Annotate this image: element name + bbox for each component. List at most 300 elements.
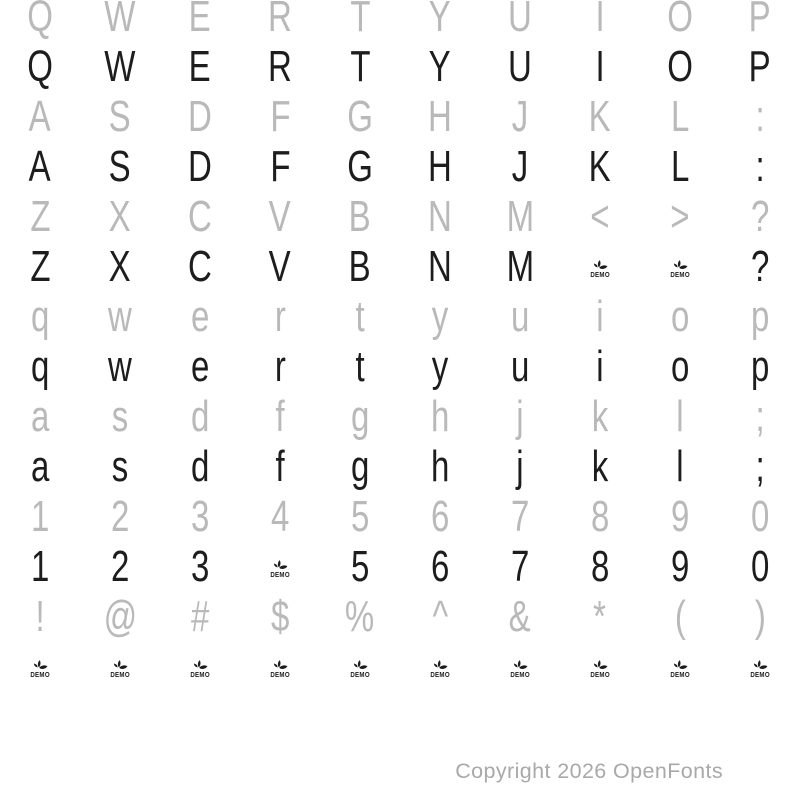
glyph-cell bbox=[0, 42, 80, 92]
glyph-cell bbox=[640, 392, 720, 442]
glyph: e bbox=[190, 342, 210, 391]
glyph: L bbox=[670, 92, 690, 141]
glyph: E bbox=[188, 0, 212, 41]
glyph-cell bbox=[640, 0, 720, 42]
glyph-cell bbox=[480, 592, 560, 642]
glyph: ? bbox=[750, 192, 770, 241]
glyph-cell bbox=[80, 342, 160, 392]
demo-glyph-cell bbox=[480, 642, 560, 692]
glyph-cell bbox=[320, 92, 400, 142]
glyph: M bbox=[506, 192, 534, 241]
glyph-cell bbox=[720, 0, 800, 42]
glyph-cell bbox=[720, 192, 800, 242]
glyph-cell bbox=[160, 42, 240, 92]
glyph-row-uppercase-qwerty-ink bbox=[0, 42, 800, 92]
glyph-cell bbox=[400, 592, 480, 642]
glyph-cell bbox=[240, 442, 320, 492]
glyph-cell bbox=[160, 142, 240, 192]
glyph: 0 bbox=[750, 542, 770, 591]
glyph: s bbox=[111, 442, 129, 491]
glyph: s bbox=[111, 392, 129, 441]
glyph-cell bbox=[560, 292, 640, 342]
glyph-cell bbox=[160, 592, 240, 642]
glyph-row-uppercase-asdf-muted bbox=[0, 92, 800, 142]
glyph-cell bbox=[480, 192, 560, 242]
glyph-cell bbox=[0, 492, 80, 542]
glyph-cell bbox=[480, 342, 560, 392]
glyph-cell bbox=[400, 342, 480, 392]
glyph-cell bbox=[480, 542, 560, 592]
demo-glyph-cell bbox=[0, 642, 80, 692]
glyph-cell bbox=[320, 442, 400, 492]
glyph-cell bbox=[80, 192, 160, 242]
glyph-cell bbox=[160, 242, 240, 292]
demo-glyph-cell bbox=[560, 642, 640, 692]
glyph: W bbox=[104, 0, 136, 41]
demo-glyph-cell bbox=[320, 642, 400, 692]
demo-stamp-label: DEMO bbox=[670, 272, 690, 279]
splash-ornament-icon bbox=[31, 659, 49, 671]
glyph-cell bbox=[560, 542, 640, 592]
glyph: j bbox=[516, 392, 524, 441]
glyph-cell bbox=[0, 542, 80, 592]
glyph-row-uppercase-asdf-ink bbox=[0, 142, 800, 192]
demo-stamp bbox=[189, 659, 211, 679]
glyph: F bbox=[269, 142, 291, 191]
glyph-cell bbox=[0, 242, 80, 292]
glyph: ( bbox=[674, 592, 686, 641]
demo-stamp-label: DEMO bbox=[590, 272, 610, 279]
glyph-cell bbox=[320, 392, 400, 442]
glyph-cell bbox=[160, 192, 240, 242]
glyph: Y bbox=[428, 0, 452, 41]
glyph-cell bbox=[0, 192, 80, 242]
demo-stamp bbox=[749, 659, 771, 679]
glyph: 8 bbox=[590, 542, 610, 591]
glyph: V bbox=[268, 192, 292, 241]
glyph-cell bbox=[400, 542, 480, 592]
glyph-cell bbox=[0, 292, 80, 342]
glyph: g bbox=[350, 392, 370, 441]
glyph: d bbox=[190, 442, 210, 491]
glyph: p bbox=[750, 292, 770, 341]
glyph-cell bbox=[80, 392, 160, 442]
glyph-cell bbox=[480, 92, 560, 142]
glyph-cell bbox=[560, 192, 640, 242]
glyph-cell bbox=[160, 392, 240, 442]
glyph-cell bbox=[0, 442, 80, 492]
glyph: E bbox=[188, 42, 212, 91]
glyph-row-lowercase-qwerty-ink bbox=[0, 342, 800, 392]
glyph-cell bbox=[240, 592, 320, 642]
glyph-cell bbox=[480, 492, 560, 542]
glyph: ; bbox=[755, 442, 765, 491]
glyph-cell bbox=[400, 442, 480, 492]
glyph-cell bbox=[720, 92, 800, 142]
glyph: T bbox=[349, 42, 371, 91]
glyph: U bbox=[508, 0, 532, 41]
glyph: > bbox=[670, 192, 690, 241]
glyph: B bbox=[348, 192, 372, 241]
glyph: 6 bbox=[430, 492, 450, 541]
glyph: Q bbox=[27, 42, 53, 91]
glyph: k bbox=[591, 392, 609, 441]
glyph: a bbox=[30, 442, 50, 491]
splash-ornament-icon bbox=[271, 659, 289, 671]
glyph: e bbox=[190, 292, 210, 341]
glyph-row-demo-row-ink bbox=[0, 642, 800, 692]
glyph: 9 bbox=[670, 492, 690, 541]
glyph-cell bbox=[560, 492, 640, 542]
glyph: y bbox=[431, 292, 449, 341]
glyph-cell bbox=[160, 342, 240, 392]
demo-glyph-cell bbox=[240, 642, 320, 692]
splash-ornament-icon bbox=[431, 659, 449, 671]
glyph: H bbox=[428, 142, 452, 191]
glyph: A bbox=[28, 92, 52, 141]
glyph: t bbox=[355, 292, 365, 341]
glyph: P bbox=[748, 0, 772, 41]
glyph: k bbox=[591, 442, 609, 491]
glyph: @ bbox=[103, 592, 137, 641]
glyph-cell bbox=[80, 0, 160, 42]
glyph-cell bbox=[80, 142, 160, 192]
glyph: 4 bbox=[270, 492, 290, 541]
glyph: H bbox=[428, 92, 452, 141]
glyph: 6 bbox=[430, 542, 450, 591]
glyph: R bbox=[268, 0, 292, 41]
glyph: I bbox=[595, 42, 605, 91]
glyph-cell bbox=[80, 542, 160, 592]
glyph-cell bbox=[640, 142, 720, 192]
glyph-cell bbox=[80, 592, 160, 642]
glyph: f bbox=[275, 442, 285, 491]
glyph: f bbox=[275, 392, 285, 441]
glyph-cell bbox=[0, 142, 80, 192]
glyph: D bbox=[188, 142, 212, 191]
glyph: i bbox=[596, 292, 604, 341]
glyph-cell bbox=[400, 142, 480, 192]
glyph: ? bbox=[750, 242, 770, 291]
glyph-cell bbox=[320, 42, 400, 92]
glyph-cell bbox=[400, 0, 480, 42]
demo-stamp-label: DEMO bbox=[350, 672, 370, 679]
glyph: r bbox=[274, 292, 286, 341]
glyph-cell bbox=[720, 542, 800, 592]
glyph: 5 bbox=[350, 492, 370, 541]
glyph-cell bbox=[640, 92, 720, 142]
glyph: L bbox=[670, 142, 690, 191]
glyph-cell bbox=[160, 92, 240, 142]
glyph-row-uppercase-zxcv-muted bbox=[0, 192, 800, 242]
glyph-cell bbox=[640, 592, 720, 642]
glyph: S bbox=[108, 92, 132, 141]
splash-ornament-icon bbox=[591, 259, 609, 271]
glyph-cell bbox=[480, 142, 560, 192]
glyph: P bbox=[748, 42, 772, 91]
glyph-cell bbox=[240, 342, 320, 392]
demo-stamp-label: DEMO bbox=[190, 672, 210, 679]
glyph: X bbox=[108, 192, 132, 241]
glyph-cell bbox=[720, 592, 800, 642]
glyph: T bbox=[349, 0, 371, 41]
glyph-cell bbox=[320, 142, 400, 192]
glyph: 8 bbox=[590, 492, 610, 541]
splash-ornament-icon bbox=[511, 659, 529, 671]
glyph-cell bbox=[0, 592, 80, 642]
demo-stamp bbox=[349, 659, 371, 679]
glyph-row-lowercase-asdf-muted bbox=[0, 392, 800, 442]
glyph-cell bbox=[160, 0, 240, 42]
copyright-text: Copyright 2026 OpenFonts bbox=[455, 759, 723, 783]
splash-ornament-icon bbox=[751, 659, 769, 671]
glyph: Y bbox=[428, 42, 452, 91]
glyph: 9 bbox=[670, 542, 690, 591]
glyph-cell bbox=[560, 142, 640, 192]
glyph-cell bbox=[240, 42, 320, 92]
glyph-cell bbox=[320, 292, 400, 342]
glyph: y bbox=[431, 342, 449, 391]
glyph-cell bbox=[640, 442, 720, 492]
glyph-cell bbox=[400, 392, 480, 442]
glyph-cell bbox=[720, 492, 800, 542]
glyph-cell bbox=[240, 192, 320, 242]
demo-stamp bbox=[589, 259, 611, 279]
glyph: M bbox=[506, 242, 534, 291]
demo-stamp bbox=[669, 259, 691, 279]
glyph-cell bbox=[720, 292, 800, 342]
glyph-row-digits-ink bbox=[0, 542, 800, 592]
glyph-cell bbox=[320, 542, 400, 592]
demo-stamp-label: DEMO bbox=[510, 672, 530, 679]
glyph: K bbox=[588, 142, 612, 191]
demo-stamp-label: DEMO bbox=[270, 572, 290, 579]
glyph: 3 bbox=[190, 492, 210, 541]
glyph-cell bbox=[400, 192, 480, 242]
glyph: Q bbox=[27, 0, 53, 41]
glyph: & bbox=[508, 592, 532, 641]
glyph-cell bbox=[80, 92, 160, 142]
glyph-cell bbox=[0, 92, 80, 142]
glyph: N bbox=[428, 192, 452, 241]
demo-glyph-cell bbox=[400, 642, 480, 692]
glyph-cell bbox=[480, 0, 560, 42]
glyph: q bbox=[30, 342, 50, 391]
demo-glyph-cell bbox=[80, 642, 160, 692]
glyph-cell bbox=[480, 392, 560, 442]
glyph: : bbox=[755, 92, 765, 141]
glyph-cell bbox=[640, 42, 720, 92]
glyph-cell bbox=[560, 342, 640, 392]
glyph: t bbox=[355, 342, 365, 391]
glyph-cell bbox=[720, 442, 800, 492]
demo-stamp-label: DEMO bbox=[590, 672, 610, 679]
glyph: B bbox=[348, 242, 372, 291]
splash-ornament-icon bbox=[351, 659, 369, 671]
glyph-cell bbox=[480, 42, 560, 92]
glyph-cell bbox=[400, 242, 480, 292]
glyph-cell bbox=[720, 392, 800, 442]
glyph: Z bbox=[29, 192, 51, 241]
glyph-cell bbox=[80, 242, 160, 292]
glyph-cell bbox=[320, 242, 400, 292]
splash-ornament-icon bbox=[671, 259, 689, 271]
glyph-cell bbox=[720, 342, 800, 392]
glyph-cell bbox=[320, 592, 400, 642]
glyph: 5 bbox=[350, 542, 370, 591]
glyph: X bbox=[108, 242, 132, 291]
glyph: a bbox=[30, 392, 50, 441]
demo-glyph-cell bbox=[640, 242, 720, 292]
demo-glyph-cell bbox=[640, 642, 720, 692]
glyph-cell bbox=[240, 392, 320, 442]
glyph-cell bbox=[80, 42, 160, 92]
glyph: i bbox=[596, 342, 604, 391]
glyph: w bbox=[108, 342, 132, 391]
glyph-cell bbox=[400, 492, 480, 542]
glyph-cell bbox=[480, 442, 560, 492]
demo-stamp bbox=[589, 659, 611, 679]
glyph: r bbox=[274, 342, 286, 391]
glyph-row-uppercase-zxcv-ink bbox=[0, 242, 800, 292]
glyph-cell bbox=[560, 0, 640, 42]
glyph: V bbox=[268, 242, 292, 291]
demo-stamp bbox=[269, 559, 291, 579]
glyph: S bbox=[108, 142, 132, 191]
glyph-cell bbox=[640, 292, 720, 342]
glyph-cell bbox=[720, 242, 800, 292]
glyph: $ bbox=[270, 592, 290, 641]
glyph: : bbox=[755, 142, 765, 191]
glyph: o bbox=[670, 342, 690, 391]
demo-stamp-label: DEMO bbox=[670, 672, 690, 679]
demo-stamp bbox=[669, 659, 691, 679]
glyph: F bbox=[269, 92, 291, 141]
glyph-cell bbox=[560, 392, 640, 442]
glyph: 2 bbox=[110, 542, 130, 591]
glyph-cell bbox=[400, 42, 480, 92]
glyph: N bbox=[428, 242, 452, 291]
glyph: l bbox=[676, 442, 684, 491]
glyph-row-lowercase-asdf-ink bbox=[0, 442, 800, 492]
glyph: U bbox=[508, 42, 532, 91]
glyph: Z bbox=[29, 242, 51, 291]
glyph: G bbox=[347, 92, 373, 141]
glyph-cell bbox=[240, 92, 320, 142]
glyph: G bbox=[347, 142, 373, 191]
splash-ornament-icon bbox=[191, 659, 209, 671]
splash-ornament-icon bbox=[271, 559, 289, 571]
glyph-cell bbox=[240, 142, 320, 192]
glyph-cell bbox=[160, 442, 240, 492]
demo-glyph-cell bbox=[160, 642, 240, 692]
glyph-cell bbox=[80, 492, 160, 542]
glyph: ; bbox=[755, 392, 765, 441]
glyph: A bbox=[28, 142, 52, 191]
splash-ornament-icon bbox=[591, 659, 609, 671]
glyph-cell bbox=[240, 492, 320, 542]
demo-stamp-label: DEMO bbox=[110, 672, 130, 679]
glyph: 1 bbox=[30, 542, 50, 591]
glyph-cell bbox=[320, 192, 400, 242]
demo-stamp-label: DEMO bbox=[750, 672, 770, 679]
glyph: C bbox=[188, 242, 212, 291]
glyph: h bbox=[430, 442, 450, 491]
glyph: J bbox=[511, 142, 529, 191]
glyph: % bbox=[345, 592, 375, 641]
glyph: q bbox=[30, 292, 50, 341]
glyph: w bbox=[108, 292, 132, 341]
glyph-cell bbox=[720, 42, 800, 92]
glyph: ^ bbox=[432, 592, 448, 641]
demo-stamp bbox=[269, 659, 291, 679]
glyph: C bbox=[188, 192, 212, 241]
glyph: 0 bbox=[750, 492, 770, 541]
glyph: J bbox=[511, 92, 529, 141]
splash-ornament-icon bbox=[111, 659, 129, 671]
glyph-cell bbox=[480, 242, 560, 292]
glyph: W bbox=[104, 42, 136, 91]
glyph: 1 bbox=[30, 492, 50, 541]
glyph: 2 bbox=[110, 492, 130, 541]
glyph-cell bbox=[0, 392, 80, 442]
glyph-cell bbox=[240, 0, 320, 42]
glyph-cell bbox=[720, 142, 800, 192]
glyph: O bbox=[667, 42, 693, 91]
demo-stamp bbox=[29, 659, 51, 679]
glyph-cell bbox=[480, 292, 560, 342]
glyph: # bbox=[190, 592, 210, 641]
glyph-cell bbox=[640, 342, 720, 392]
glyph: I bbox=[595, 0, 605, 41]
glyph: O bbox=[667, 0, 693, 41]
glyph-cell bbox=[80, 292, 160, 342]
glyph-row-symbols-muted bbox=[0, 592, 800, 642]
glyph-cell bbox=[160, 542, 240, 592]
glyph: D bbox=[188, 92, 212, 141]
glyph: h bbox=[430, 392, 450, 441]
glyph-cell bbox=[640, 492, 720, 542]
demo-stamp-label: DEMO bbox=[270, 672, 290, 679]
glyph-cell bbox=[560, 42, 640, 92]
demo-stamp-label: DEMO bbox=[30, 672, 50, 679]
glyph-row-digits-muted bbox=[0, 492, 800, 542]
glyph: o bbox=[670, 292, 690, 341]
glyph: p bbox=[750, 342, 770, 391]
glyph-cell bbox=[240, 242, 320, 292]
demo-stamp bbox=[509, 659, 531, 679]
glyph: * bbox=[593, 592, 607, 641]
glyph: K bbox=[588, 92, 612, 141]
glyph-row-uppercase-qwerty-muted bbox=[0, 0, 800, 42]
demo-glyph-cell bbox=[720, 642, 800, 692]
glyph-cell bbox=[560, 442, 640, 492]
glyph: R bbox=[268, 42, 292, 91]
glyph: < bbox=[590, 192, 610, 241]
glyph: d bbox=[190, 392, 210, 441]
demo-glyph-cell bbox=[560, 242, 640, 292]
demo-glyph-cell bbox=[240, 542, 320, 592]
glyph-cell bbox=[320, 0, 400, 42]
glyph-cell bbox=[240, 292, 320, 342]
glyph-cell bbox=[320, 342, 400, 392]
glyph-cell bbox=[80, 442, 160, 492]
glyph-cell bbox=[0, 0, 80, 42]
glyph-cell bbox=[400, 292, 480, 342]
splash-ornament-icon bbox=[671, 659, 689, 671]
glyph-cell bbox=[160, 492, 240, 542]
glyph: u bbox=[510, 292, 530, 341]
